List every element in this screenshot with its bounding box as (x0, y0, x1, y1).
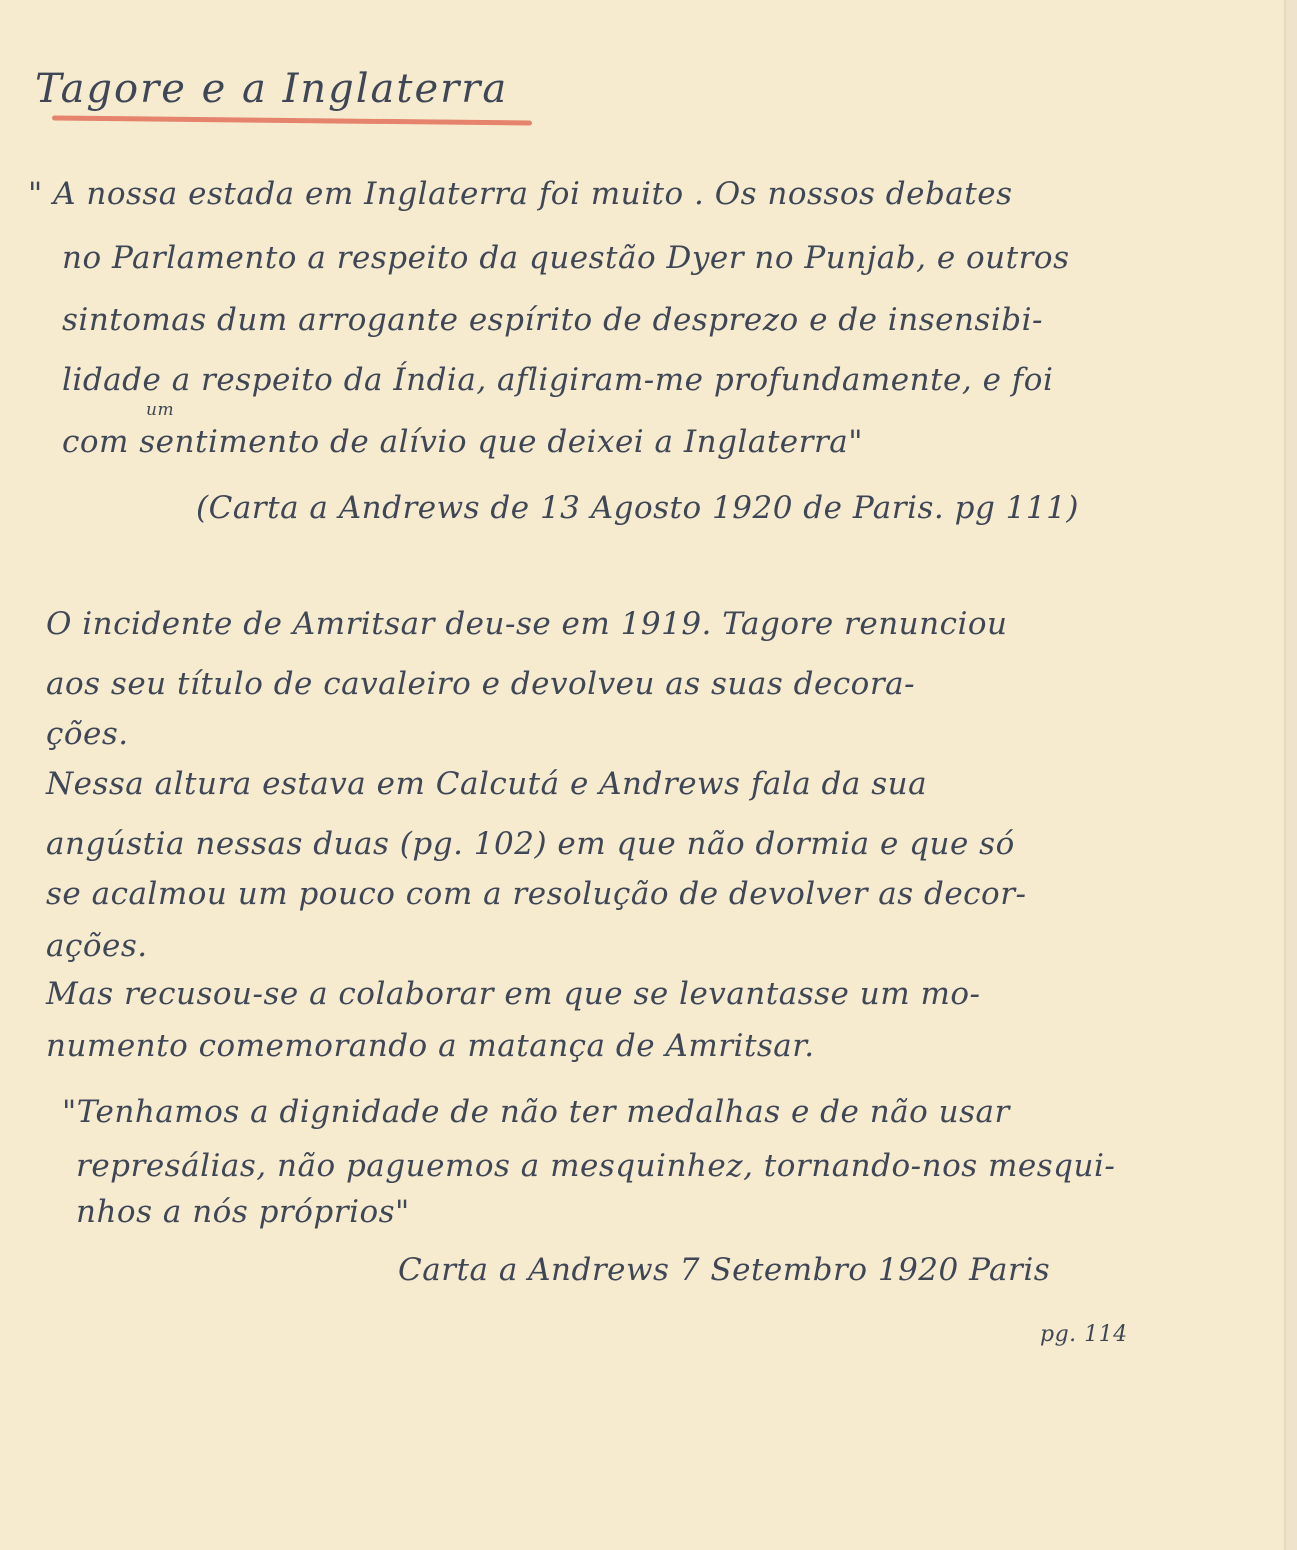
quote-line-2: no Parlamento a respeito da questão Dyer no Punjab, e outros (62, 240, 1070, 276)
quote-line-4: lidade a respeito da Índia, afligiram-me profundamente, e foi (62, 362, 1054, 398)
title-underline (52, 115, 532, 125)
quote2-line-2: represálias, não paguemos a mesquinhez, tornando-nos mesqui- (76, 1148, 1116, 1184)
citation-1: (Carta a Andrews de 13 Agosto 1920 de Paris. pg 111) (196, 490, 1079, 526)
para4-line-1: Mas recusou-se a colaborar em que se levantasse um mo- (46, 976, 981, 1012)
para3-line-3: se acalmou um pouco com a resolução de devolver as decor- (46, 876, 1027, 912)
para2-line-1: O incidente de Amritsar deu-se em 1919. Tagore renunciou (46, 606, 1008, 642)
para2-line-2: aos seu título de cavaleiro e devolveu as suas decora- (46, 666, 916, 702)
para3-line-4: ações. (46, 928, 148, 964)
quote2-line-3: nhos a nós próprios" (76, 1194, 410, 1230)
quote-line-1: " A nossa estada em Inglaterra foi muito . Os nossos debates (28, 176, 1013, 212)
page-title: Tagore e a Inglaterra (35, 66, 509, 112)
quote-line-5: com sentimento de alívio que deixei a Inglaterra" (62, 424, 864, 460)
citation-2: Carta a Andrews 7 Setembro 1920 Paris (398, 1252, 1051, 1288)
quote-line-3: sintomas dum arrogante espírito de desprezo e de insensibi- (62, 302, 1043, 338)
para3-line-1: Nessa altura estava em Calcutá e Andrews fala da sua (46, 766, 928, 802)
page-reference: pg. 114 (1040, 1322, 1128, 1347)
para4-line-2: numento comemorando a matança de Amritsar. (46, 1028, 815, 1064)
quote2-line-1: "Tenhamos a dignidade de não ter medalhas e de não usar (62, 1094, 1010, 1130)
para2-line-3: ções. (46, 716, 129, 752)
para3-line-2: angústia nessas duas (pg. 102) em que não dormia e que só (46, 826, 1015, 862)
insertion-mark: um (146, 400, 175, 420)
